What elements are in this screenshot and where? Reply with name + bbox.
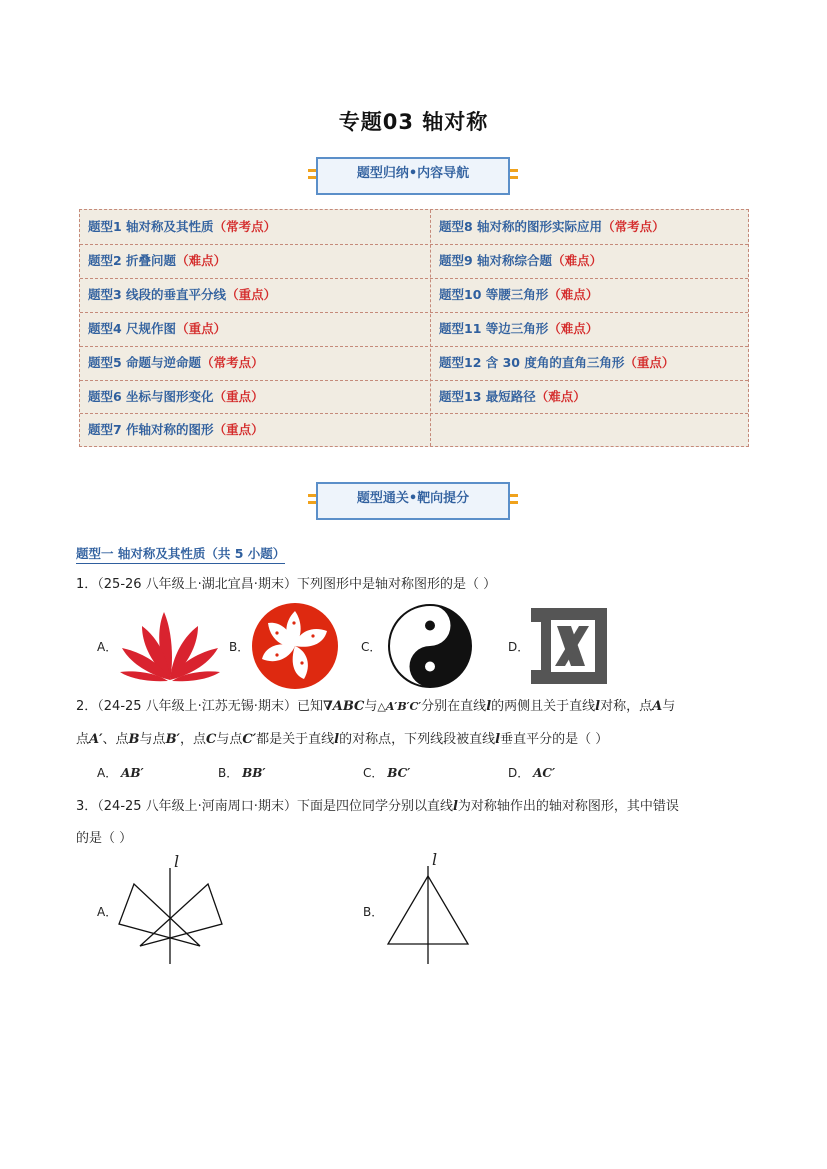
question-2-stem-line2: 点A′、点B与点B′，点C与点C′都是关于直线l的对称点，下列线段被直线l垂直平分的是（ ） <box>76 732 609 747</box>
question-2-stem-line1: 2．（24-25 八年级上·江苏无锡·期末）已知∇ABC与△A′B′C′分别在直线l的两侧且关于直线l对称，点A与 <box>76 699 676 714</box>
yin-yang-image <box>386 603 474 689</box>
q2-option-a[interactable]: A． AB′ <box>97 766 144 780</box>
geometric-pattern-image <box>531 608 607 684</box>
q2-option-c[interactable]: C． BC′ <box>363 766 411 780</box>
q3-figure-a-axis-label: l <box>174 852 180 871</box>
q3-figure-b-diagram <box>382 866 476 968</box>
page-title: 专题03 轴对称 <box>338 110 489 134</box>
nav-item[interactable]: 题型6 坐标与图形变化（重点） <box>88 389 264 404</box>
nav-item[interactable]: 题型2 折叠问题（难点） <box>88 253 227 268</box>
nav-item[interactable]: 题型10 等腰三角形（难点） <box>439 287 599 302</box>
question-3-stem-line2: 的是（ ） <box>76 831 133 846</box>
nav-item[interactable]: 题型3 线段的垂直平分线（重点） <box>88 287 277 302</box>
question-1-stem: 1．（25-26 八年级上·湖北宜昌·期末）下列图形中是轴对称图形的是（ ） <box>76 577 497 592</box>
huawei-logo-image <box>118 610 222 682</box>
question-3-stem-line1: 3．（24-25 八年级上·河南周口·期末）下面是四位同学分别以直线l为对称轴作出的轴对称图形，其中错误 <box>76 799 679 814</box>
nav-item[interactable]: 题型13 最短路径（难点） <box>439 389 586 404</box>
nav-item[interactable]: 题型7 作轴对称的图形（重点） <box>88 422 264 437</box>
q2-option-d[interactable]: D． AC′ <box>508 766 556 780</box>
q3-figure-a-diagram <box>112 868 232 968</box>
q2-option-b[interactable]: B． BB′ <box>218 766 266 780</box>
banner-title: 题型归纳•内容导航 <box>356 166 470 181</box>
q1-option-c-label: C． <box>361 640 382 654</box>
banner-practice <box>298 482 528 518</box>
q1-option-a-label: A． <box>97 640 118 654</box>
topic-nav-table <box>79 209 749 447</box>
banner-title: 题型通关•靶向提分 <box>356 491 470 506</box>
q3-option-a-label: A． <box>97 905 118 919</box>
nav-item[interactable]: 题型4 尺规作图（重点） <box>88 321 227 336</box>
q1-option-b-label: B． <box>229 640 250 654</box>
nav-item[interactable]: 题型5 命题与逆命题（常考点） <box>88 355 264 370</box>
nav-item[interactable]: 题型8 轴对称的图形实际应用（常考点） <box>439 219 665 234</box>
q3-figure-b-axis-label: l <box>432 850 438 869</box>
banner-content-nav <box>298 157 528 193</box>
nav-item[interactable]: 题型1 轴对称及其性质（常考点） <box>88 219 277 234</box>
section-heading: 题型一 轴对称及其性质（共 5 小题） <box>76 544 285 564</box>
q1-option-d-label: D． <box>508 640 530 654</box>
nav-item[interactable]: 题型9 轴对称综合题（难点） <box>439 253 603 268</box>
q3-option-b-label: B． <box>363 905 384 919</box>
hong-kong-bauhinia-image <box>250 603 340 689</box>
nav-item[interactable]: 题型12 含 30 度角的直角三角形（重点） <box>439 355 675 370</box>
nav-item[interactable]: 题型11 等边三角形（难点） <box>439 321 599 336</box>
